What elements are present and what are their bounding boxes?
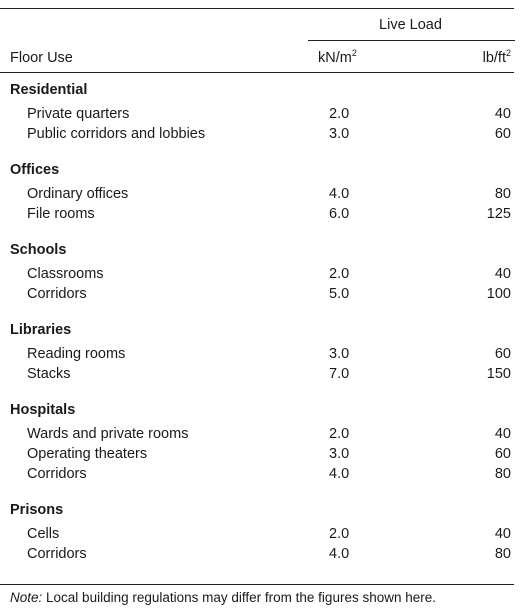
table-group: [0, 500, 523, 564]
lb-value-cell: 40: [494, 526, 511, 542]
table-row: [0, 444, 523, 464]
kn-unit-base: kN/m: [318, 50, 352, 66]
floor-use-cell: Cells: [27, 526, 60, 542]
table-row: [0, 524, 523, 544]
kn-value-cell: 7.0: [329, 366, 350, 382]
group-title: Libraries: [10, 322, 72, 338]
table-group: [0, 80, 523, 144]
group-title: Residential: [10, 82, 88, 98]
floor-use-cell: Reading rooms: [27, 346, 126, 362]
lb-value-cell: 60: [494, 446, 511, 462]
table-row: [0, 344, 523, 364]
header-bottom-rule: [0, 72, 514, 73]
floor-use-cell: Corridors: [27, 546, 87, 562]
lb-value-cell: 40: [494, 106, 511, 122]
lb-value-cell: 40: [494, 266, 511, 282]
column-header-kn-per-m2: [318, 50, 357, 66]
table-row: [0, 544, 523, 564]
floor-use-cell: Wards and private rooms: [27, 426, 189, 442]
table-row: [0, 424, 523, 444]
floor-use-cell: Stacks: [27, 366, 71, 382]
group-title: Offices: [10, 162, 60, 178]
live-load-underline: [308, 40, 515, 41]
column-header-floor-use: Floor Use: [10, 50, 73, 66]
lb-value-cell: 80: [494, 466, 511, 482]
kn-value-cell: 3.0: [329, 346, 350, 362]
lb-value-cell: 80: [494, 546, 511, 562]
floor-use-cell: Operating theaters: [27, 446, 148, 462]
note-label: Note:: [10, 590, 43, 605]
lb-value-cell: 150: [486, 366, 511, 382]
floor-use-cell: Corridors: [27, 466, 87, 482]
table-group: [0, 320, 523, 384]
table-row: [0, 264, 523, 284]
table-row: [0, 464, 523, 484]
kn-value-cell: 3.0: [329, 126, 350, 142]
group-title: Hospitals: [10, 402, 76, 418]
table-row: [0, 104, 523, 124]
table-group: [0, 240, 523, 304]
table-group: [0, 400, 523, 484]
kn-value-cell: 2.0: [329, 266, 350, 282]
table-body: [0, 80, 523, 580]
floor-use-cell: Ordinary offices: [27, 186, 129, 202]
floor-use-cell: Corridors: [27, 286, 87, 302]
lb-value-cell: 125: [486, 206, 511, 222]
table-row: [0, 364, 523, 384]
table-row: [0, 204, 523, 224]
lb-value-cell: 100: [486, 286, 511, 302]
group-title: Schools: [10, 242, 67, 258]
floor-use-cell: File rooms: [27, 206, 95, 222]
lb-value-cell: 40: [494, 426, 511, 442]
kn-value-cell: 4.0: [329, 466, 350, 482]
table-top-rule: [0, 8, 514, 9]
table-row: [0, 124, 523, 144]
lb-unit-exponent: 2: [505, 48, 511, 58]
floor-use-cell: Private quarters: [27, 106, 130, 122]
live-load-header: Live Load: [379, 17, 442, 33]
kn-value-cell: 2.0: [329, 106, 350, 122]
lb-value-cell: 60: [494, 126, 511, 142]
group-title: Prisons: [10, 502, 64, 518]
floor-use-cell: Classrooms: [27, 266, 104, 282]
kn-value-cell: 6.0: [329, 206, 350, 222]
column-header-lb-per-ft2: [483, 50, 511, 66]
floor-use-cell: Public corridors and lobbies: [27, 126, 206, 142]
note-text: Local building regulations may differ from the figures shown here.: [42, 590, 436, 605]
table-row: [0, 184, 523, 204]
lb-value-cell: 80: [494, 186, 511, 202]
lb-value-cell: 60: [494, 346, 511, 362]
kn-value-cell: 4.0: [329, 186, 350, 202]
lb-unit-base: lb/ft: [482, 50, 506, 66]
table-bottom-rule: [0, 584, 514, 585]
kn-unit-exponent: 2: [351, 48, 357, 58]
table-group: [0, 160, 523, 224]
table-note: [10, 590, 436, 605]
kn-value-cell: 2.0: [329, 426, 350, 442]
kn-value-cell: 5.0: [329, 286, 350, 302]
table-row: [0, 284, 523, 304]
kn-value-cell: 3.0: [329, 446, 350, 462]
kn-value-cell: 2.0: [329, 526, 350, 542]
kn-value-cell: 4.0: [329, 546, 350, 562]
